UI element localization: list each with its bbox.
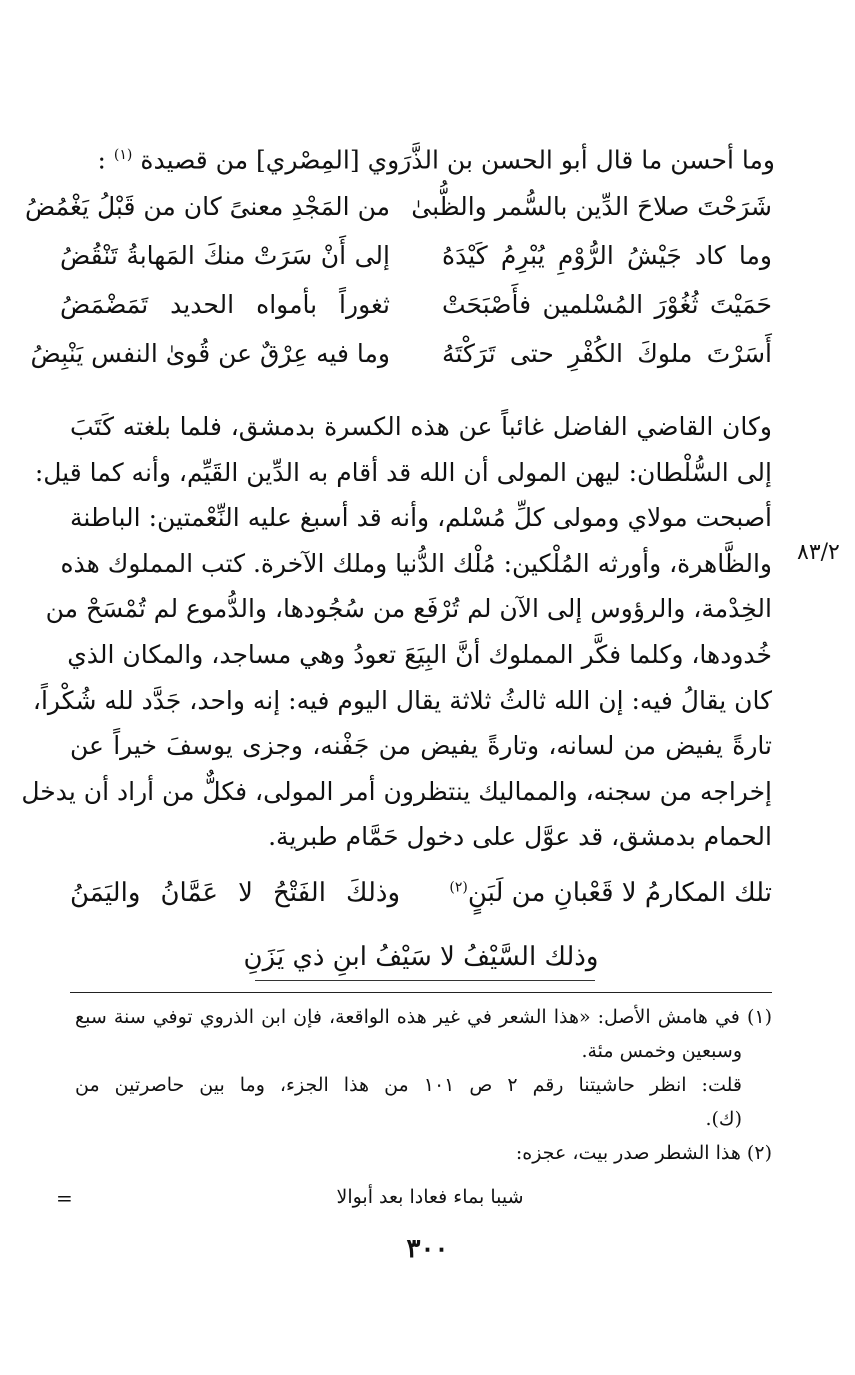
footnote-1-comment-line: قلت: انظر حاشيتنا رقم ٢ ص ١٠١ من هذا الجزء، وما بين حاصرتين من: [75, 1074, 742, 1096]
verse-first-hemistich: [432, 878, 772, 908]
poem-second-hemistich: إلى أَنْ سَرَتْ منكَ المَهابةُ تَنْقُضُ: [60, 241, 390, 270]
footnote-ref-2: (٢): [449, 879, 468, 896]
footnote-1-line: (١) في هامش الأصل: «هذا الشعر في غير هذه الواقعة، فإن ابن الذروي توفي سنة سبع: [75, 1006, 772, 1028]
intro-colon: :: [97, 145, 106, 175]
prose-line: وكان القاضي الفاضل غائباً عن هذه الكسرة بدمشق، فلما بلغته كَتَبَ: [70, 412, 772, 441]
poem-line: [60, 290, 772, 339]
footnote-2-line: (٢) هذا الشطر صدر بيت، عجزه:: [515, 1142, 772, 1164]
verse-first-text: تلك المكارمُ لا قَعْبانِ من لَبَنٍ: [467, 878, 772, 908]
prose-line: تارةً يفيض من لسانه، وتارةً يفيض من جَفْنه، وجزى يوسفَ خيراً عن: [70, 731, 772, 761]
prose-line: إخراجه من سجنه، والمماليك ينتظرون أمر المولى، فكلٌّ من أراد أن يدخل: [21, 776, 772, 806]
poem: [24, 192, 772, 388]
poem-line: [30, 339, 772, 388]
footnotes: [75, 1000, 772, 1170]
poem-second-hemistich: وما فيه عِرْقٌ عن قُوىٰ النفس يَنْبِضُ: [30, 339, 390, 368]
prose-line: كان يقالُ فيه: إن الله ثالثُ ثلاثة يقال اليوم فيه: إنه واحد، جَدَّد لله شُكْراً،: [32, 685, 772, 715]
prose-line: الحمام بدمشق، قد عوَّل على دخول حَمَّام طبرية.: [268, 822, 772, 852]
poem-first-hemistich: حَمَيْتَ ثُغُوْرَ المُسْلمين فأَصْبَحَتْ: [442, 290, 772, 319]
prose-paragraph: [21, 404, 772, 860]
intro-line: [60, 135, 775, 180]
footnote-divider: [70, 992, 772, 993]
margin-reference: ٨٣/٢: [797, 540, 840, 565]
intro-text: وما أحسن ما قال أبو الحسن بن الذَّرَوي [المِصْري] من قصيدة: [140, 145, 775, 175]
poem-line: [24, 192, 772, 241]
footnote-2-verse: شيبا بماء فعادا بعد أبوالا: [336, 1186, 524, 1208]
prose-line: الخِدْمة، والرؤوس إلى الآن لم تُرْفَع من سُجُودها، والدُّموع لم تُمْسَحْ من: [45, 594, 772, 624]
verse-underline: [255, 980, 595, 981]
verse-line: [70, 878, 772, 923]
footnote-ref-1: (١): [113, 147, 133, 163]
page-number: ٣٠٠: [406, 1234, 449, 1264]
verse-third-hemistich: وذلك السَّيْفُ لا سَيْفُ ابنِ ذي يَزَنِ: [243, 942, 599, 972]
poem-second-hemistich: من المَجْدِ معنىً كان من قَبْلُ يَغْمُضُ: [24, 192, 390, 221]
footnote-1-comment-line: (ك).: [705, 1108, 742, 1130]
verse-second-hemistich: وذلكَ الفَتْحُ لا عَمَّانُ واليَمَنُ: [70, 878, 400, 908]
poem-first-hemistich: أَسَرْتَ ملوكَ الكُفْرِ حتى تَرَكْتَهُ: [442, 339, 772, 368]
continuation-mark: =: [56, 1186, 73, 1210]
poem-first-hemistich: شَرَحْتَ صلاحَ الدِّين بالسُّمر والظُّبىٰ: [411, 192, 772, 221]
poem-first-hemistich: وما كاد جَيْشُ الرُّوْمِ يُبْرِمُ كَيْدَهُ: [442, 241, 772, 270]
poem-line: [60, 241, 772, 290]
footnote-1-line: وسبعين وخمس مئة.: [581, 1040, 742, 1062]
prose-line: خُدودها، وكلما فكَّر المملوك أنَّ البِيَعَ تعودُ وهي مساجد، والمكان الذي: [67, 639, 772, 669]
prose-line: والظَّاهرة، وأورثه المُلْكين: مُلْك الدُّنيا وملك الآخرة. كتب المملوك هذه: [60, 548, 772, 578]
prose-line: أصبحت مولاي ومولى كلِّ مُسْلم، وأنه قد أسبغ عليه النِّعْمتين: الباطنة: [70, 503, 772, 533]
prose-line: إلى السُّلْطان: ليهن المولى أن الله قد أقام به الدِّين القَيِّم، وأنه كما قيل:: [34, 457, 772, 487]
poem-second-hemistich: ثغوراً بأمواه الحديد تَمَضْمَضُ: [60, 290, 390, 319]
